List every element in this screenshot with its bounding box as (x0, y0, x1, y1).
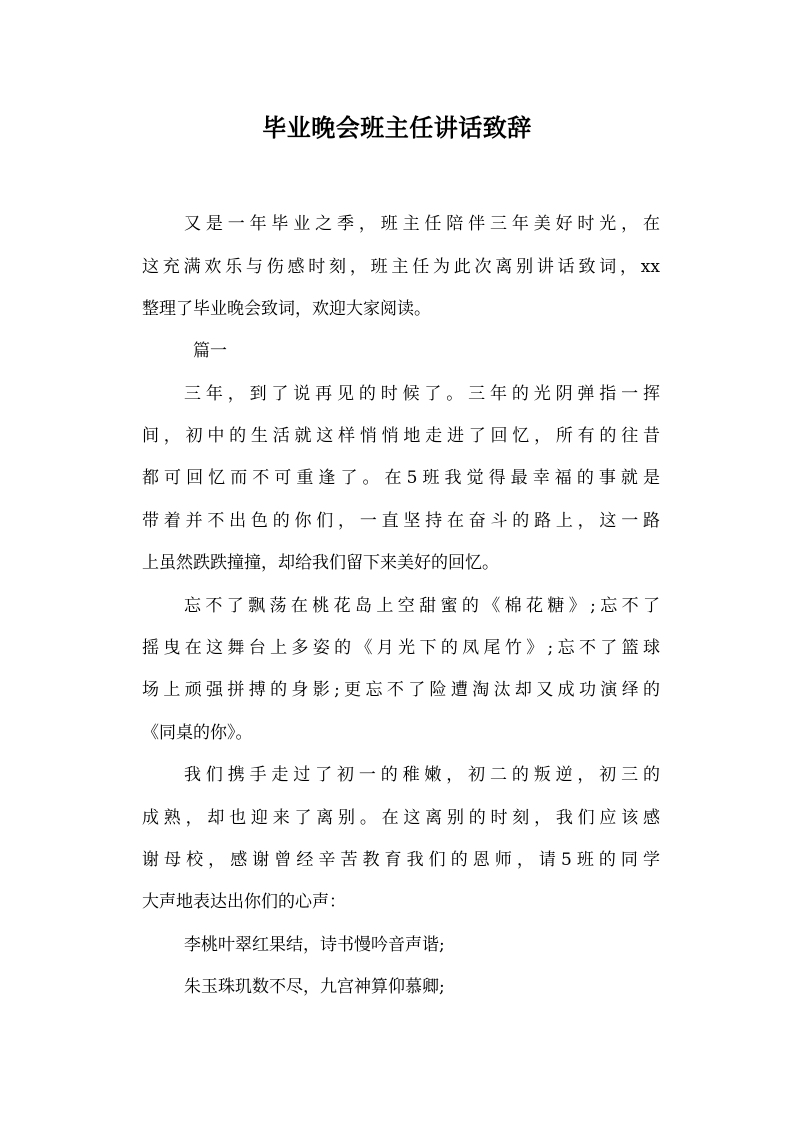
text-line: 又是一年毕业之季，班主任陪伴三年美好时光，在 (184, 214, 660, 234)
document-title: 毕业晚会班主任讲话致辞 (262, 113, 532, 142)
text-line: 整理了毕业晚会致词，欢迎大家阅读。 (142, 299, 431, 319)
text-line: 上虽然跌跌撞撞，却给我们留下来美好的回忆。 (142, 553, 499, 573)
text-line: 间，初中的生活就这样悄悄地走进了回忆，所有的往昔 (142, 426, 660, 446)
text-line: 场上顽强拼搏的身影;更忘不了险遭淘汰却又成功演绎的 (142, 680, 660, 700)
text-line: 李桃叶翠红果结，诗书慢吟音声谐; (184, 935, 445, 955)
text-line: 三年，到了说再见的时候了。三年的光阴弹指一挥 (184, 384, 660, 404)
text-line: 忘不了飘荡在桃花岛上空甜蜜的《棉花糖》;忘不了 (184, 596, 660, 616)
section-heading: 篇一 (193, 341, 227, 361)
text-line: 《同桌的你》。 (142, 723, 253, 743)
text-line: 大声地表达出你们的心声： (142, 892, 346, 912)
text-line: 朱玉珠玑数不尽，九宫神算仰慕卿; (184, 977, 445, 997)
text-line: 成熟，却也迎来了离别。在这离别的时刻，我们应该感 (142, 808, 660, 828)
text-line: 摇曳在这舞台上多姿的《月光下的凤尾竹》;忘不了篮球 (142, 638, 660, 658)
text-line: 谢母校，感谢曾经辛苦教育我们的恩师，请5班的同学 (142, 850, 660, 870)
text-line: 我们携手走过了初一的稚嫩，初二的叛逆，初三的 (184, 765, 660, 785)
text-line: 带着并不出色的你们，一直坚持在奋斗的路上，这一路 (142, 511, 660, 531)
text-line: 都可回忆而不可重逢了。在5班我觉得最幸福的事就是 (142, 468, 660, 488)
text-line: 这充满欢乐与伤感时刻，班主任为此次离别讲话致词，xx (142, 257, 660, 277)
